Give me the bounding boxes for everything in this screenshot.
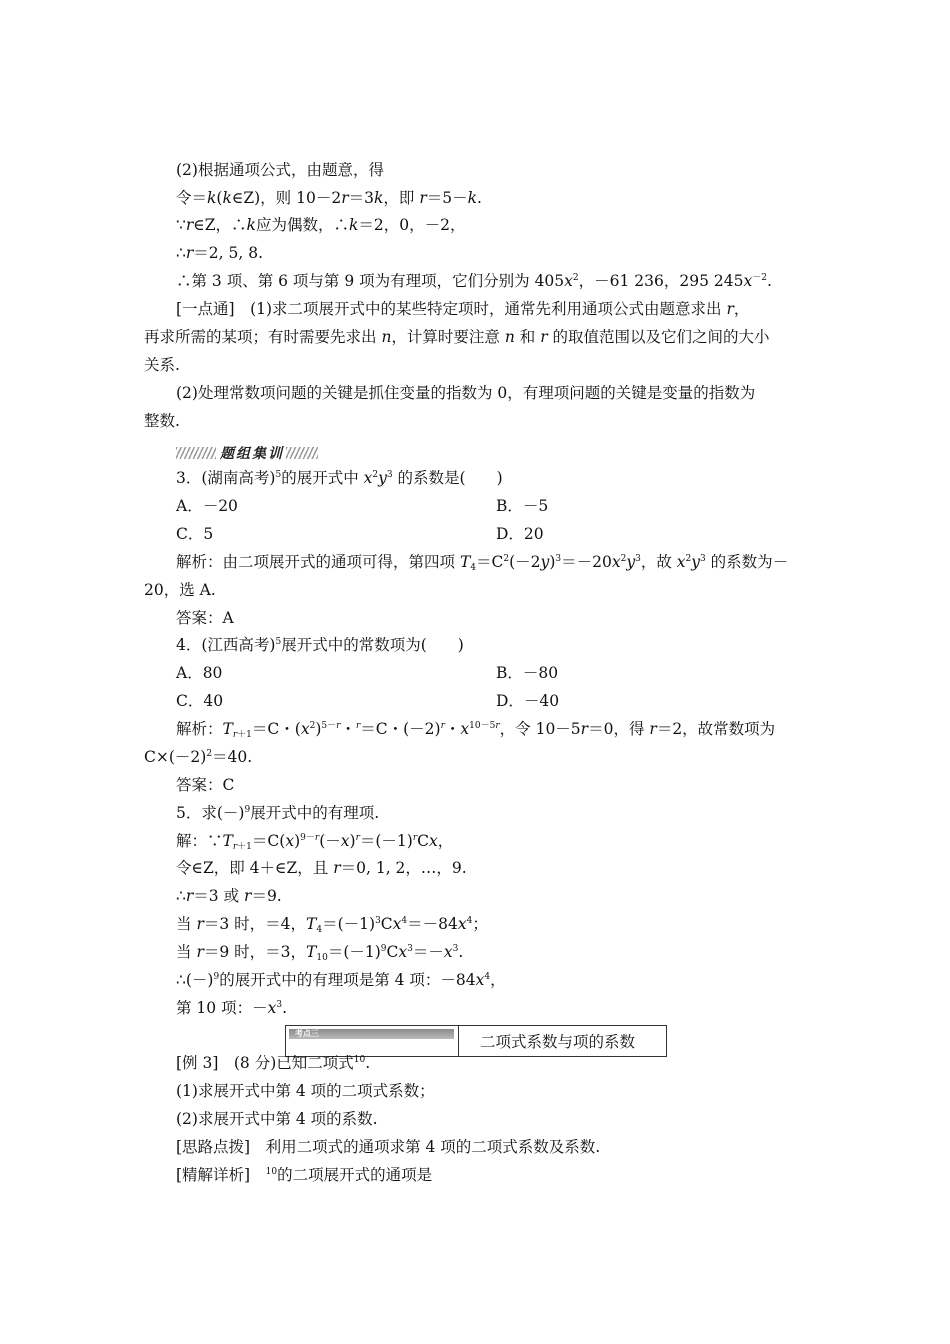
text-line: 解：$\because T_{r+1}=C(x)^{9-r}(-x)^r=(-1)^rCx$， — [176, 832, 454, 852]
topic-tag: 考点三 — [289, 1029, 454, 1039]
text-line: ∴r＝3 或 r＝9. — [176, 887, 282, 905]
option-c: C．5 — [176, 525, 214, 543]
option-d: D．－40 — [496, 692, 560, 710]
text-line: 当 r＝3 时，＝4，$T_4=(-1)^3Cx^4=-84x^4$； — [176, 915, 488, 935]
text-line: 解析：由二项展开式的通项可得，第四项 $T_4=C^2(-2y)^3=-20x^2y^3$，故 $x^2y^3$ 的系数为－ — [176, 553, 789, 573]
text-line: ∴r＝2, 5, 8. — [176, 244, 264, 262]
option-a: A．－20 — [176, 497, 238, 515]
hatch-decoration — [176, 447, 216, 459]
banner-title: 题组集训 — [220, 446, 284, 462]
question-3: 3．(湖南高考)$^5$的展开式中 $x^2y^3$ 的系数是( ) — [176, 469, 503, 487]
option-a: A．80 — [176, 664, 223, 682]
text-line: 关系. — [144, 356, 180, 374]
text-line: 令＝k(k∈Z)，则 10－2r＝3k，即 r＝5－k. — [176, 189, 482, 207]
text-line: 20，选 A. — [144, 581, 216, 599]
answer: 答案：A — [176, 609, 234, 627]
text-line: [例 3] (8 分)已知二项式$^{10}$. — [176, 1054, 371, 1072]
text-line: ∴第 3 项、第 6 项与第 9 项为有理项，它们分别为 $405x^2$，－61 236，295 $245x^{-2}$. — [176, 272, 772, 290]
question-5: 5．求$(-)^9$展开式中的有理项. — [176, 804, 380, 822]
text-line: (2)根据通项公式，由题意，得 — [176, 161, 384, 179]
text-line: $\therefore(-)^9$的展开式中的有理项是第 4 项：$-84x^4$， — [176, 971, 506, 989]
text-line: (2)处理常数项问题的关键是抓住变量的指数为 0，有理项问题的关键是变量的指数为 — [176, 384, 756, 402]
text-line: $C\times(-2)^2=40$. — [144, 748, 253, 766]
divider — [458, 1026, 459, 1056]
text-line: (1)求展开式中第 4 项的二项式系数； — [176, 1082, 435, 1100]
text-line: 解析：$T_{r+1}=C$・$(x^2)^{5-r}$・$^r$＝C・$(-2)^r$・$x^{10-5r}$，令 10－5r＝0，得 r＝2，故常数项为 — [176, 720, 776, 740]
text-line: 当 r＝9 时，＝3，$T_{10}=(-1)^9Cx^3=-x^3$. — [176, 943, 464, 963]
topic-title: 二项式系数与项的系数 — [480, 1033, 636, 1051]
text-line: [一点通] (1)求二项展开式中的某些特定项时，通常先利用通项公式由题意求出 r， — [176, 300, 750, 318]
answer: 答案：C — [176, 776, 235, 794]
hatch-decoration — [286, 447, 318, 459]
option-b: B．－5 — [496, 497, 549, 515]
text-line: 第 10 项：$-x^3$. — [176, 999, 287, 1017]
text-line: 再求所需的某项；有时需要先求出 n，计算时要注意 n 和 r 的取值范围以及它们之间的大小 — [144, 328, 770, 346]
text-line: [思路点拨] 利用二项式的通项求第 4 项的二项式系数及系数. — [176, 1138, 601, 1156]
text-line: [精解详析] $^{10}$的二项展开式的通项是 — [176, 1166, 433, 1184]
question-4: 4．(江西高考)$^5$展开式中的常数项为( ) — [176, 636, 464, 654]
text-line: (2)求展开式中第 4 项的系数. — [176, 1110, 378, 1128]
option-d: D．20 — [496, 525, 544, 543]
text-line: 整数. — [144, 412, 180, 430]
text-line: ∵r∈Z，∴k应为偶数，∴k＝2，0，－2， — [176, 216, 466, 234]
section-banner — [176, 446, 316, 462]
option-c: C．40 — [176, 692, 224, 710]
text-line: 令∈Z，即 4＋∈Z，且 r＝0, 1, 2，…，9. — [176, 859, 467, 877]
option-b: B．－80 — [496, 664, 559, 682]
